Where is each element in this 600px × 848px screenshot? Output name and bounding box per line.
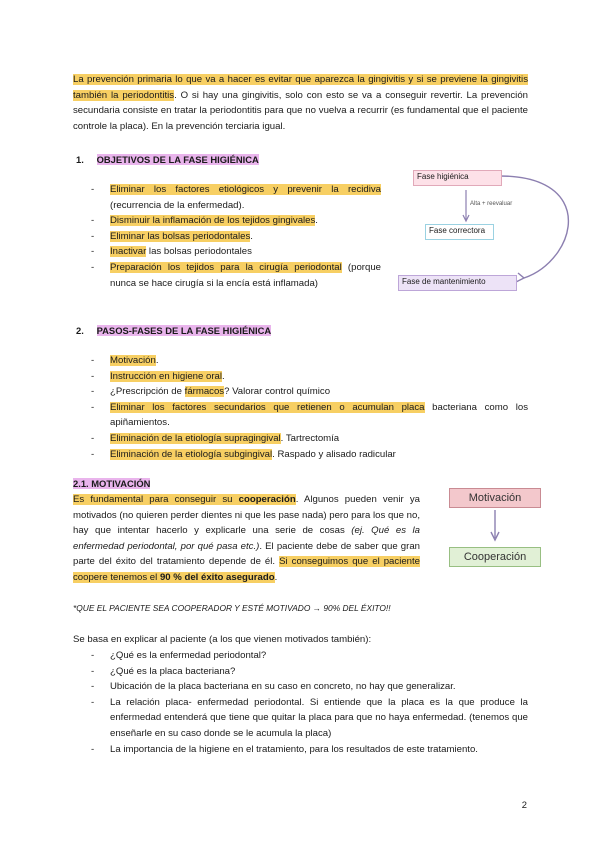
page-number: 2 — [521, 799, 527, 810]
based-on-text: Se basa en explicar al paciente (a los que vienen motivados también): — [73, 634, 372, 645]
curved-arrow-icon — [500, 176, 568, 278]
phase-box-corrective: Fase correctora — [425, 224, 494, 240]
list-item: - La importancia de la higiene en el tratamiento, para los resultados de este tratamiento. — [91, 742, 528, 758]
section2-number: 2. — [76, 325, 84, 336]
section21-heading — [73, 476, 150, 492]
list-item: - Preparación los tejidos para la cirugía periodontal (porque nunca se hace cirugía si la encía está inflamada) — [91, 260, 381, 291]
section1-title: OBJETIVOS DE LA FASE HIGIÉNICA — [96, 154, 259, 165]
list-item: - Inactivar las bolsas periodontales — [91, 244, 381, 260]
list-item: - Eliminar las bolsas periodontales. — [91, 229, 381, 245]
section2-title: PASOS-FASES DE LA FASE HIGIÉNICA — [96, 325, 272, 336]
list-item: - Instrucción en higiene oral. — [91, 369, 528, 385]
motivation-box: Motivación — [449, 488, 541, 508]
phase-box-maintenance: Fase de mantenimiento — [398, 275, 517, 291]
list-item: - Eliminación de la etiología supragingival. Tartrectomía — [91, 431, 528, 447]
explain-list — [91, 648, 528, 757]
list-item: - Ubicación de la placa bacteriana en su caso en concreto, no hay que generalizar. — [91, 679, 528, 695]
list-item: - Eliminar los factores etiológicos y prevenir la recidiva (recurrencia de la enfermedad). — [91, 182, 381, 213]
motivation-paragraph: Es fundamental para conseguir su cooperación. Algunos pueden venir ya motivados (no quieren perder dientes ni que les pase nada) pero para los que no, hay que intentar hacerlo y explicarle una serie de cosas (ej. Qué es la enfermedad periodontal, por qué pasa etc.). El paciente debe de saber que gran parte del éxito del tratamiento depende de él. Si conseguimos que el paciente coopere tenemos el 90 % del éxito asegurado. — [73, 494, 421, 583]
section2-heading — [73, 323, 271, 339]
intro-highlight: La prevención primaria lo que va a hacer es evitar que aparezca la gingivitis y si se previene la gingivitis también la periodontitis — [73, 74, 528, 101]
list-item: - Eliminación de la etiología subgingival. Raspado y alisado radicular — [91, 447, 528, 463]
intro-paragraph — [73, 72, 528, 134]
objectives-list — [91, 182, 381, 291]
list-item: - Eliminar los factores secundarios que retienen o acumulan placa bacteriana como los apiñamientos. — [91, 400, 528, 431]
list-item: - La relación placa- enfermedad periodontal. Si entiende que la placa es la que produce la enfermedad entenderá que tiene que quitar la placa para que no haya enfermedad. (tenemos que enseñarle en su caso donde se le acumula la placa) — [91, 695, 528, 742]
motivation-down-arrow-icon — [488, 510, 502, 544]
section1-heading — [73, 152, 259, 168]
phase-box-hygienic: Fase higiénica — [413, 170, 502, 186]
phase-arrow-label: Alta + reevaluar — [470, 201, 513, 207]
steps-list — [91, 353, 528, 462]
list-item: - ¿Qué es la enfermedad periodontal? — [91, 648, 528, 664]
list-item: - ¿Qué es la placa bacteriana? — [91, 664, 528, 680]
intro-text: . O si hay una gingivitis, solo con esto se va a conseguir revertir. La prevención secundaria consiste en tratar la periodontitis para que no vuelva a recurrir (es fundamental que el paciente controle la placa). En la prevención terciaria igual. — [73, 89, 528, 132]
success-note: *QUE EL PACIENTE SEA COOPERADOR Y ESTÉ MOTIVADO → 90% DEL ÉXITO!! — [73, 603, 391, 613]
curved-arrow-head-icon — [516, 273, 524, 282]
list-item: - ¿Prescripción de fármacos? Valorar control químico — [91, 384, 528, 400]
cooperation-box: Cooperación — [449, 547, 541, 567]
list-item: - Disminuir la inflamación de los tejidos gingivales. — [91, 213, 381, 229]
section21-title: 2.1. MOTIVACIÓN — [73, 478, 151, 489]
section1-number: 1. — [76, 154, 84, 165]
list-item: - Motivación. — [91, 353, 528, 369]
